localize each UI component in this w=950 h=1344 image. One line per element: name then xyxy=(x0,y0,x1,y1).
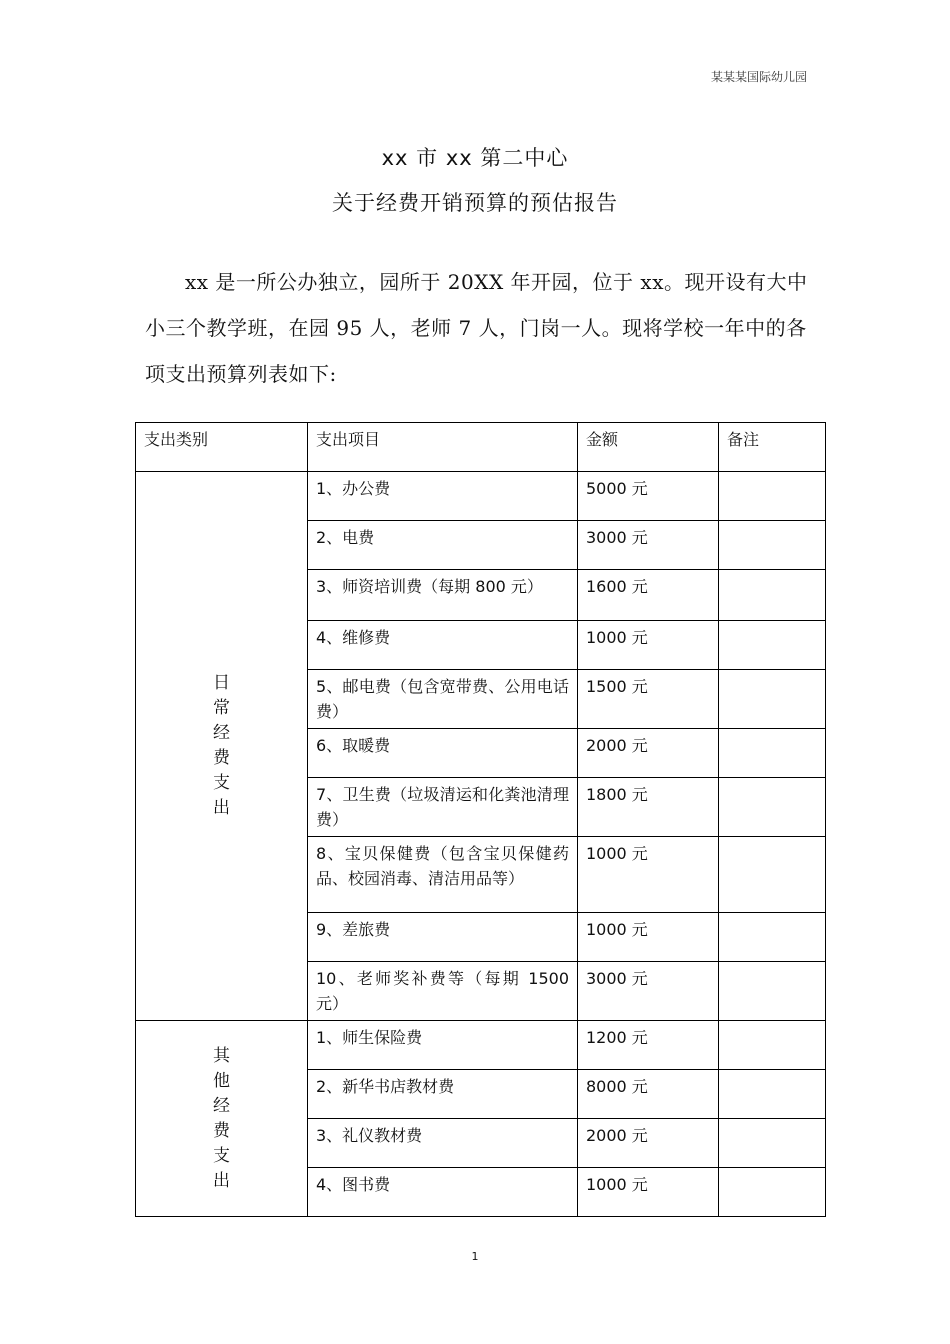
amount-cell: 1000 元 xyxy=(578,913,719,962)
amount-cell: 1000 元 xyxy=(578,621,719,670)
amount-cell: 8000 元 xyxy=(578,1070,719,1119)
category-cell-daily xyxy=(136,472,308,1021)
note-cell xyxy=(719,837,826,913)
header-amount: 金额 xyxy=(578,423,719,472)
amount-cell: 1500 元 xyxy=(578,670,719,729)
note-cell xyxy=(719,778,826,837)
category-label: 其他经费支出 xyxy=(213,1045,230,1191)
amount-cell: 1600 元 xyxy=(578,570,719,621)
item-cell: 7、卫生费（垃圾清运和化粪池清理费） xyxy=(308,778,578,837)
budget-table xyxy=(135,422,826,1217)
header-item: 支出项目 xyxy=(308,423,578,472)
amount-cell: 3000 元 xyxy=(578,962,719,1021)
table-row xyxy=(136,1021,826,1070)
header-note: 备注 xyxy=(719,423,826,472)
item-cell: 3、师资培训费（每期 800 元） xyxy=(308,570,578,621)
document-title-line2: 关于经费开销预算的预估报告 xyxy=(332,191,618,215)
amount-cell: 3000 元 xyxy=(578,521,719,570)
note-cell xyxy=(719,521,826,570)
item-cell: 10、老师奖补费等（每期 1500 元） xyxy=(308,962,578,1021)
document-title-line1: xx 市 xx 第二中心 xyxy=(381,146,569,170)
note-cell xyxy=(719,1070,826,1119)
note-cell xyxy=(719,962,826,1021)
table-row xyxy=(136,472,826,521)
amount-cell: 1000 元 xyxy=(578,837,719,913)
item-cell: 9、差旅费 xyxy=(308,913,578,962)
amount-cell: 1200 元 xyxy=(578,1021,719,1070)
amount-cell: 2000 元 xyxy=(578,1119,719,1168)
note-cell xyxy=(719,621,826,670)
header-category: 支出类别 xyxy=(136,423,308,472)
amount-cell: 2000 元 xyxy=(578,729,719,778)
table-header-row xyxy=(136,423,826,472)
amount-cell: 1000 元 xyxy=(578,1168,719,1217)
page-number: 1 xyxy=(471,1250,479,1263)
note-cell xyxy=(719,670,826,729)
item-cell: 5、邮电费（包含宽带费、公用电话费） xyxy=(308,670,578,729)
item-cell: 1、师生保险费 xyxy=(308,1021,578,1070)
note-cell xyxy=(719,729,826,778)
amount-cell: 5000 元 xyxy=(578,472,719,521)
item-cell: 4、维修费 xyxy=(308,621,578,670)
intro-paragraph: xx 是一所公办独立，园所于 20XX 年开园，位于 xx。现开设有大中小三个教学班，在园 95 人，老师 7 人，门岗一人。现将学校一年中的各项支出预算列表如下: xyxy=(145,270,808,386)
note-cell xyxy=(719,1119,826,1168)
note-cell xyxy=(719,1168,826,1217)
item-cell: 2、新华书店教材费 xyxy=(308,1070,578,1119)
note-cell xyxy=(719,913,826,962)
note-cell xyxy=(719,1021,826,1070)
category-label: 日常经费支出 xyxy=(213,673,230,818)
item-cell: 1、办公费 xyxy=(308,472,578,521)
header-org-name: 某某某国际幼儿园 xyxy=(710,70,807,84)
note-cell xyxy=(719,570,826,621)
note-cell xyxy=(719,472,826,521)
category-cell-other xyxy=(136,1021,308,1217)
item-cell: 6、取暖费 xyxy=(308,729,578,778)
amount-cell: 1800 元 xyxy=(578,778,719,837)
item-cell: 4、图书费 xyxy=(308,1168,578,1217)
item-cell: 3、礼仪教材费 xyxy=(308,1119,578,1168)
item-cell: 2、电费 xyxy=(308,521,578,570)
item-cell: 8、宝贝保健费（包含宝贝保健药品、校园消毒、清洁用品等） xyxy=(308,837,578,913)
